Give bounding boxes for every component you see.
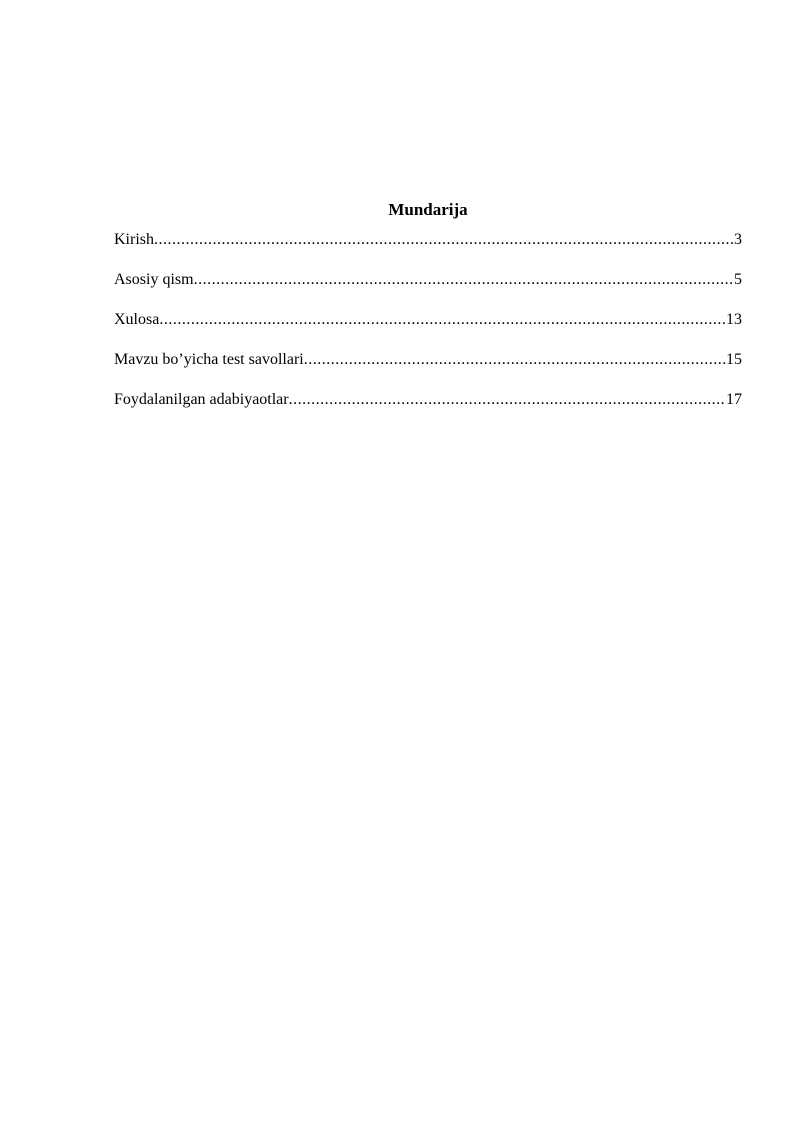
toc-entry-label: Xulosa [114,311,160,328]
toc-entry-page-number: 15 [726,351,742,368]
toc-entry-label: Mavzu bo’yicha test savollari [114,351,304,368]
toc-entry-page-number: 17 [726,391,742,408]
toc-entry-page-number: 13 [726,311,742,328]
toc-entry-page-number: 3 [734,231,742,248]
toc-dot-leader [289,388,726,412]
toc-dot-leader [154,228,734,252]
toc-entry-adabiyotlar[interactable] [114,388,742,428]
toc-entry-asosiy-qism[interactable] [114,268,742,308]
toc-entry-label: Kirish [114,231,154,248]
toc-dot-leader [159,308,726,332]
toc-dot-leader [304,348,726,372]
toc-entry-xulosa[interactable] [114,308,742,348]
toc-entry-label: Asosiy qism [114,271,194,288]
toc-dot-leader [194,268,734,292]
toc-entry-label: Foydalanilgan adabiyaotlar [114,391,289,408]
toc-entry-page-number: 5 [734,271,742,288]
table-of-contents [114,198,742,428]
toc-entry-kirish[interactable] [114,228,742,268]
toc-title: Mundarija [388,200,468,219]
toc-entry-test-savollari[interactable] [114,348,742,388]
